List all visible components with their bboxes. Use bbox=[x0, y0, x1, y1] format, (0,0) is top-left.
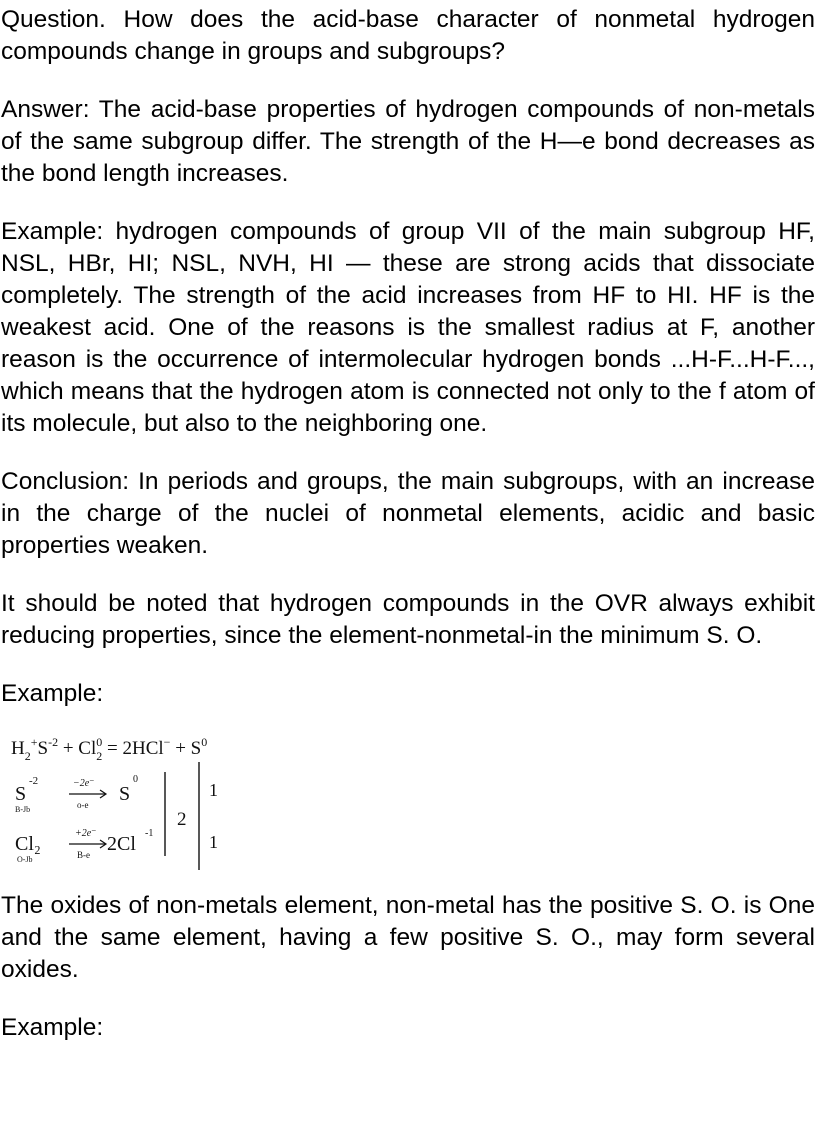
row2-arrow-bottom: B-e bbox=[77, 850, 90, 860]
redox-equation-figure bbox=[9, 732, 249, 872]
example-label-2: Example: bbox=[1, 1014, 104, 1041]
equation-line: $H_2^+S^{-2} + Cl_20 = 2HCl^- + S^0$ bbox=[11, 735, 208, 763]
redox-equation-svg bbox=[9, 732, 249, 872]
row2-arrow-top: +2e⁻ bbox=[75, 828, 97, 839]
row2-right-sup: -1 bbox=[145, 828, 154, 839]
question-paragraph: Question. How does the acid-base character of nonmetal hydrogen compounds change in groups and subgroups? bbox=[1, 6, 815, 65]
row2-left: Cl₂ bbox=[15, 833, 41, 855]
row1-right: S bbox=[119, 783, 131, 805]
coefficient-1: 1 bbox=[209, 780, 218, 800]
oxides-paragraph: The oxides of non-metals element, non-metal has the positive S. O. is One and the same element, having a few positive S. O., may form several oxides. bbox=[1, 892, 815, 983]
note-paragraph: It should be noted that hydrogen compounds in the OVR always exhibit reducing properties, since the element-nonmetal-in the minimum S. O. bbox=[1, 590, 815, 649]
coefficient-2: 1 bbox=[209, 832, 218, 852]
answer-paragraph: Answer: The acid-base properties of hydrogen compounds of non-metals of the same subgroup differ. The strength of the H—e bond decreases as the bond length increases. bbox=[1, 96, 815, 187]
row1-arrow-top: −2e⁻ bbox=[73, 778, 95, 789]
row1-left: S bbox=[15, 783, 27, 805]
example-label: Example: bbox=[1, 680, 104, 707]
row1-arrow-bottom: o-e bbox=[77, 800, 89, 810]
row2-sub: O-Jb bbox=[17, 855, 33, 864]
row2-right: 2Cl bbox=[107, 833, 136, 855]
example-paragraph: Example: hydrogen compounds of group VII of the main subgroup HF, NSL, HBr, HI; NSL, NVH, HI — these are strong acids that dissociate completely. The strength of the acid increases from HF to HI. HF is the weakest acid. One of the reasons is the smallest radius at F, another reason is the occurrence of intermolecular hydrogen bonds ...H-F...H-F..., which means that the hydrogen atom is connected not only to the f atom of its molecule, but also to the neighboring one. bbox=[1, 218, 815, 437]
row1-left-sup: -2 bbox=[29, 775, 39, 787]
lcm-value: 2 bbox=[177, 809, 187, 830]
row1-right-sup: 0 bbox=[133, 774, 138, 785]
conclusion-paragraph: Conclusion: In periods and groups, the main subgroups, with an increase in the charge of the nuclei of nonmetal elements, acidic and basic properties weaken. bbox=[1, 468, 815, 559]
row1-sub: B-Jb bbox=[15, 805, 31, 814]
